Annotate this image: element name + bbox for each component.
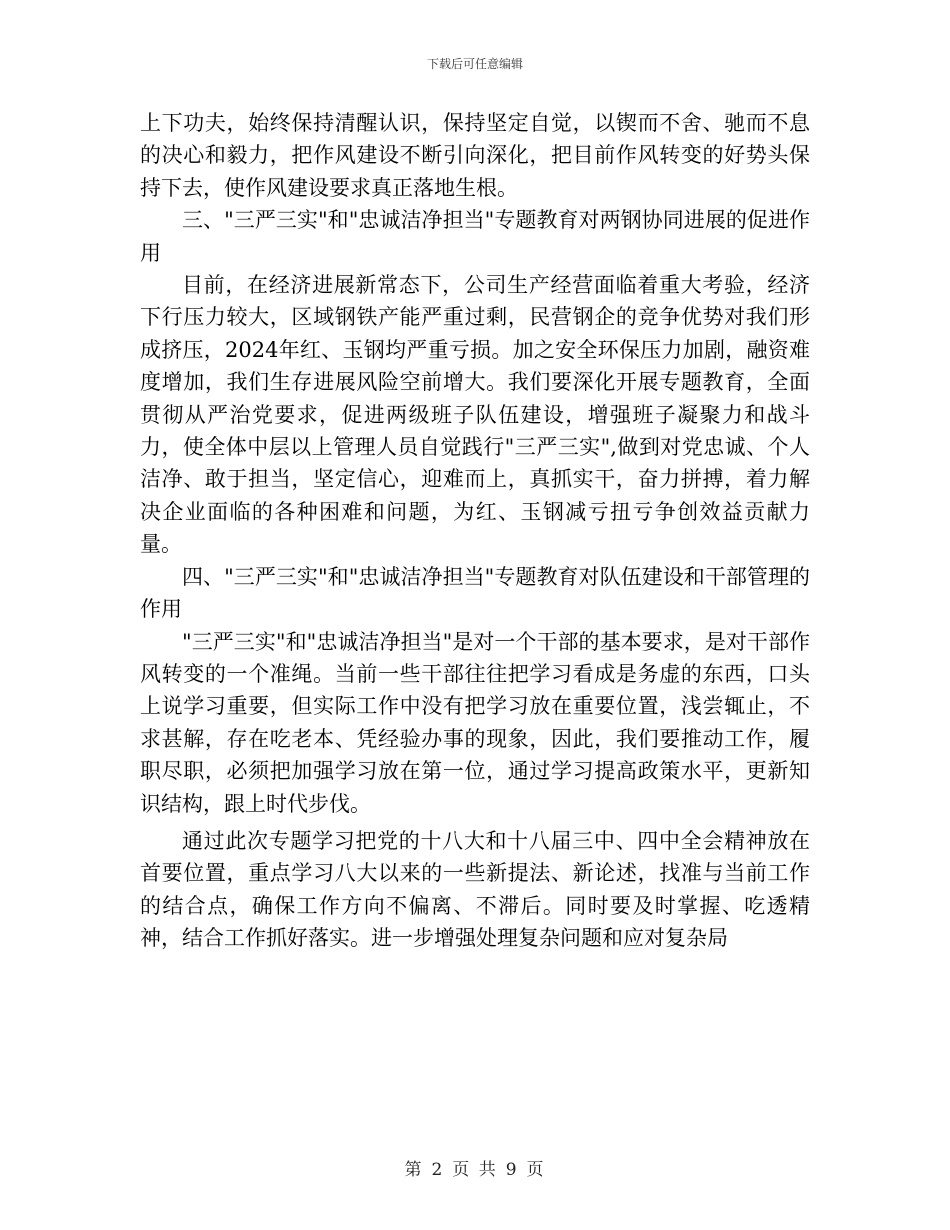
paragraph: 目前，在经济进展新常态下，公司生产经营面临着重大考验，经济下行压力较大，区域钢铁产能严重过剩，民营钢企的竞争优势对我们形成挤压，2024年红、玉钢均严重亏损。加之安全环保压力加剧，融资难度增加，我们生存进展风险空前增大。我们要深化开展专题教育，全面贯彻从严治党要求，促进两级班子队伍建设，增强班子凝聚力和战斗力，使全体中层以上管理人员自觉践行"三严三实",做到对党忠诚、个人洁净、敢于担当，坚定信心，迎难而上，真抓实干，奋力拼搏，着力解决企业面临的各种困难和问题，为红、玉钢减亏扭亏争创效益贡献力量。 [140,273,810,557]
footer-prefix: 第 [404,1160,424,1180]
paragraph-continuation: 上下功夫，始终保持清醒认识，保持坚定自觉，以锲而不舍、驰而不息的决心和毅力，把作风建设不断引向深化，把目前作风转变的好势头保持下去，使作风建设要求真正落地生根。 [140,111,810,200]
footer-suffix: 页 [526,1160,546,1180]
page-header: 下载后可任意编辑 [426,57,523,71]
paragraph: "三严三实"和"忠诚洁净担当"是对一个干部的基本要求，是对干部作风转变的一个准绳。当前一些干部往往把学习看成是务虚的东西，口头上说学习重要，但实际工作中没有把学习放在重要位置，浅尝辄止，不求甚解，存在吃老本、凭经验办事的现象，因此，我们要推动工作，履职尽职，必须把加强学习放在第一位，通过学习提高政策水平，更新知识结构，跟上时代步伐。 [140,629,810,816]
page-total: 9 [505,1160,519,1180]
document-body [140,107,810,955]
section-heading-3: 三、"三严三实"和"忠诚洁净担当"专题教育对两钢协同进展的促进作用 [140,208,810,265]
page-number: 2 [431,1160,445,1180]
section-heading-4: 四、"三严三实"和"忠诚洁净担当"专题教育对队伍建设和干部管理的作用 [140,564,810,622]
page-footer [0,1155,950,1180]
footer-mid: 页 共 [452,1160,498,1180]
paragraph: 通过此次专题学习把党的十八大和十八届三中、四中全会精神放在首要位置，重点学习八大以来的一些新提法、新论述，找准与当前工作的结合点，确保工作方向不偏离、不滞后。同时要及时掌握、吃透精神，结合工作抓好落实。进一步增强处理复杂问题和应对复杂局 [140,828,810,951]
